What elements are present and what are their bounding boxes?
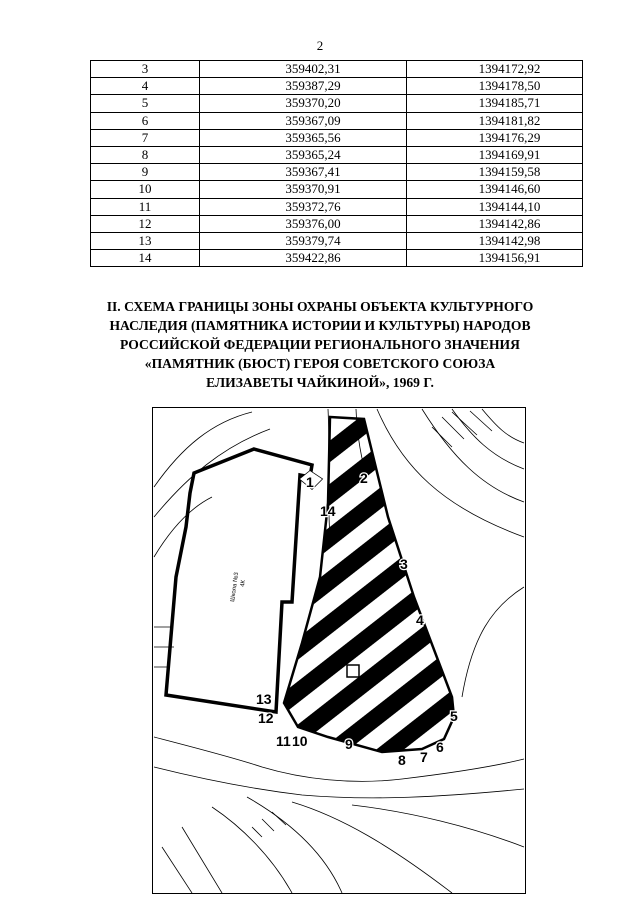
point-label-4: 4 (416, 612, 424, 628)
heading-line-4: «ПАМЯТНИК (БЮСТ) ГЕРОЯ СОВЕТСКОГО СОЮЗА (144, 356, 496, 371)
point-number-cell: 9 (91, 164, 200, 181)
coordinates-table (90, 60, 583, 267)
table-row (91, 129, 583, 146)
monument-marker (347, 665, 359, 677)
point-label-1: 1 (306, 474, 314, 490)
y-coordinate-cell: 1394178,50 (407, 78, 583, 95)
table-row (91, 61, 583, 78)
point-number-cell: 4 (91, 78, 200, 95)
x-coordinate-cell: 359402,31 (200, 61, 407, 78)
x-coordinate-cell: 359367,41 (200, 164, 407, 181)
point-number-cell: 5 (91, 95, 200, 112)
point-number-cell: 11 (91, 198, 200, 215)
y-coordinate-cell: 1394181,82 (407, 112, 583, 129)
y-coordinate-cell: 1394142,86 (407, 215, 583, 232)
point-number-cell: 7 (91, 129, 200, 146)
point-number-cell: 13 (91, 232, 200, 249)
table-row (91, 198, 583, 215)
scheme-heading (60, 297, 580, 392)
point-number-cell: 10 (91, 181, 200, 198)
heading-line-3: РОССИЙСКОЙ ФЕДЕРАЦИИ РЕГИОНАЛЬНОГО ЗНАЧЕНИЯ (120, 337, 520, 352)
x-coordinate-cell: 359372,76 (200, 198, 407, 215)
point-label-7: 7 (420, 749, 428, 765)
x-coordinate-cell: 359387,29 (200, 78, 407, 95)
point-label-11: 11 (276, 733, 291, 749)
point-number-cell: 6 (91, 112, 200, 129)
point-label-5: 5 (450, 708, 458, 724)
y-coordinate-cell: 1394144,10 (407, 198, 583, 215)
table-row (91, 112, 583, 129)
heading-line-1: II. СХЕМА ГРАНИЦЫ ЗОНЫ ОХРАНЫ ОБЪЕКТА КУЛЬТУРНОГО (106, 299, 534, 314)
x-coordinate-cell: 359370,20 (200, 95, 407, 112)
school-floors: 4К (240, 579, 247, 588)
point-label-13: 13 (256, 691, 272, 707)
table-row (91, 164, 583, 181)
point-number-cell: 8 (91, 146, 200, 163)
point-number-cell: 3 (91, 61, 200, 78)
x-coordinate-cell: 359365,56 (200, 129, 407, 146)
coordinates-table-body (91, 61, 583, 267)
table-row (91, 181, 583, 198)
x-coordinate-cell: 359422,86 (200, 250, 407, 267)
y-coordinate-cell: 1394156,91 (407, 250, 583, 267)
school-label: Школа №3 (230, 572, 241, 603)
point-label-14: 14 (320, 503, 336, 519)
y-coordinate-cell: 1394146,60 (407, 181, 583, 198)
table-row (91, 146, 583, 163)
table-row (91, 250, 583, 267)
y-coordinate-cell: 1394159,58 (407, 164, 583, 181)
point-label-10: 10 (292, 733, 308, 749)
table-row (91, 232, 583, 249)
point-number-cell: 14 (91, 250, 200, 267)
y-coordinate-cell: 1394169,91 (407, 146, 583, 163)
heading-line-5: ЕЛИЗАВЕТЫ ЧАЙКИНОЙ», 1969 Г. (206, 375, 434, 390)
y-coordinate-cell: 1394142,98 (407, 232, 583, 249)
point-label-9: 9 (345, 736, 353, 752)
point-label-8: 8 (398, 752, 406, 768)
x-coordinate-cell: 359365,24 (200, 146, 407, 163)
x-coordinate-cell: 359379,74 (200, 232, 407, 249)
page-number: 2 (316, 38, 324, 53)
point-label-6: 6 (436, 739, 444, 755)
y-coordinate-cell: 1394176,29 (407, 129, 583, 146)
boundary-scheme-map (152, 407, 526, 894)
y-coordinate-cell: 1394185,71 (407, 95, 583, 112)
boundary-scheme-svg (152, 407, 526, 894)
heading-line-2: НАСЛЕДИЯ (ПАМЯТНИКА ИСТОРИИ И КУЛЬТУРЫ) НАРОДОВ (109, 318, 531, 333)
x-coordinate-cell: 359367,09 (200, 112, 407, 129)
point-label-3: 3 (400, 556, 408, 572)
point-label-2: 2 (360, 470, 368, 486)
x-coordinate-cell: 359376,00 (200, 215, 407, 232)
point-number-cell: 12 (91, 215, 200, 232)
x-coordinate-cell: 359370,91 (200, 181, 407, 198)
table-row (91, 95, 583, 112)
point-label-12: 12 (258, 710, 274, 726)
table-row (91, 215, 583, 232)
y-coordinate-cell: 1394172,92 (407, 61, 583, 78)
table-row (91, 78, 583, 95)
